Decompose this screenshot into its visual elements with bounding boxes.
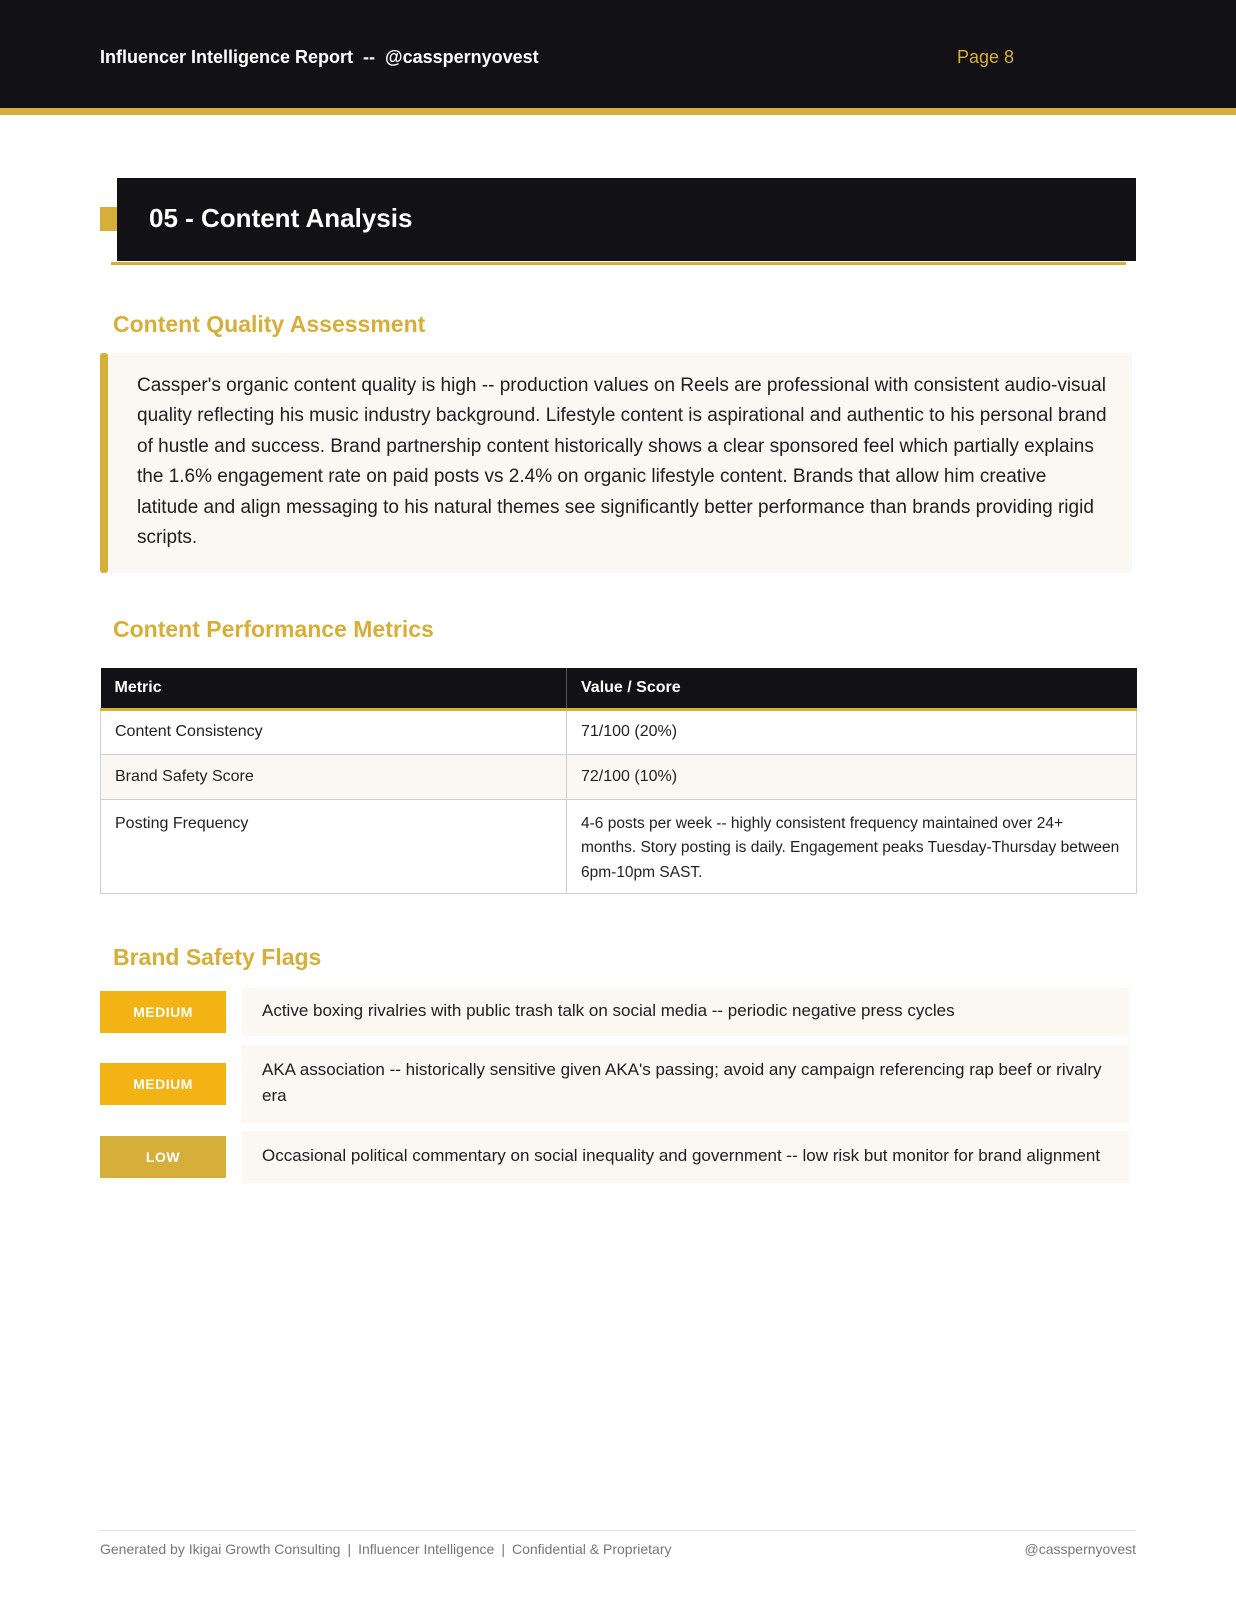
callout-accent-bar [100, 353, 108, 573]
section-title: 05 - Content Analysis [149, 203, 413, 233]
flags-heading: Brand Safety Flags [113, 944, 322, 970]
quality-body: Cassper's organic content quality is high -- production values on Reels are professional with consistent audio-visual quality reflecting his music industry background. Lifestyle content is aspirational and authentic to his personal brand of hustle and success. Brand partnership content historically shows a clear sponsored feel which partially explains the 1.6% engagement rate on paid posts vs 2.4% on organic lifestyle content. Brands that allow him creative latitude and align messaging to his natural themes see significantly better performance than brands providing rigid scripts. [137, 375, 1107, 549]
table-row [101, 709, 1137, 754]
flag-badge-low: LOW [100, 1136, 226, 1178]
flag-badge-medium: MEDIUM [100, 1063, 226, 1105]
metrics-heading: Content Performance Metrics [113, 616, 434, 642]
metric-name: Brand Safety Score [101, 754, 567, 799]
column-header-value: Value / Score [567, 668, 1137, 709]
header-gold-rule [0, 108, 1236, 115]
footer-separator: | [501, 1541, 505, 1557]
table-row [101, 799, 1137, 893]
metric-name: Content Consistency [101, 709, 567, 754]
footer-generated-by: Generated by Ikigai Growth Consulting [100, 1541, 341, 1557]
metric-value: 72/100 (10%) [567, 754, 1137, 799]
table-header-row [101, 668, 1137, 709]
metric-value: 71/100 (20%) [567, 709, 1137, 754]
table-row [101, 754, 1137, 799]
report-handle: @casspernyovest [385, 47, 539, 67]
flag-text: Active boxing rivalries with public trash talk on social media -- periodic negative press cycles [262, 1001, 955, 1020]
footer-separator: | [347, 1541, 352, 1557]
title-separator: -- [363, 47, 376, 67]
column-header-metric: Metric [101, 668, 567, 709]
section-gold-rule [111, 262, 1126, 265]
flag-text: Occasional political commentary on social inequality and government -- low risk but monitor for brand alignment [262, 1146, 1101, 1165]
metrics-table [100, 668, 1137, 894]
footer-confidentiality: Confidential & Proprietary [511, 1541, 672, 1557]
metric-name: Posting Frequency [101, 799, 567, 893]
section-accent-block [100, 207, 118, 231]
flag-badge-medium: MEDIUM [100, 991, 226, 1033]
flag-text: AKA association -- historically sensitive given AKA's passing; avoid any campaign referencing rap beef or rivalry era [262, 1060, 1102, 1105]
report-title [100, 47, 539, 68]
metric-value: 4-6 posts per week -- highly consistent frequency maintained over 24+ months. Story posting is daily. Engagement peaks Tuesday-Thursday between 6pm-10pm SAST. [567, 799, 1137, 893]
page-number: Page 8 [957, 47, 1015, 67]
footer-handle: @casspernyovest [1024, 1541, 1136, 1557]
footer-info [100, 1541, 671, 1557]
footer-divider [100, 1530, 1136, 1531]
quality-heading: Content Quality Assessment [113, 311, 426, 337]
report-title-text: Influencer Intelligence Report [100, 47, 354, 67]
footer-product: Influencer Intelligence [358, 1541, 495, 1557]
